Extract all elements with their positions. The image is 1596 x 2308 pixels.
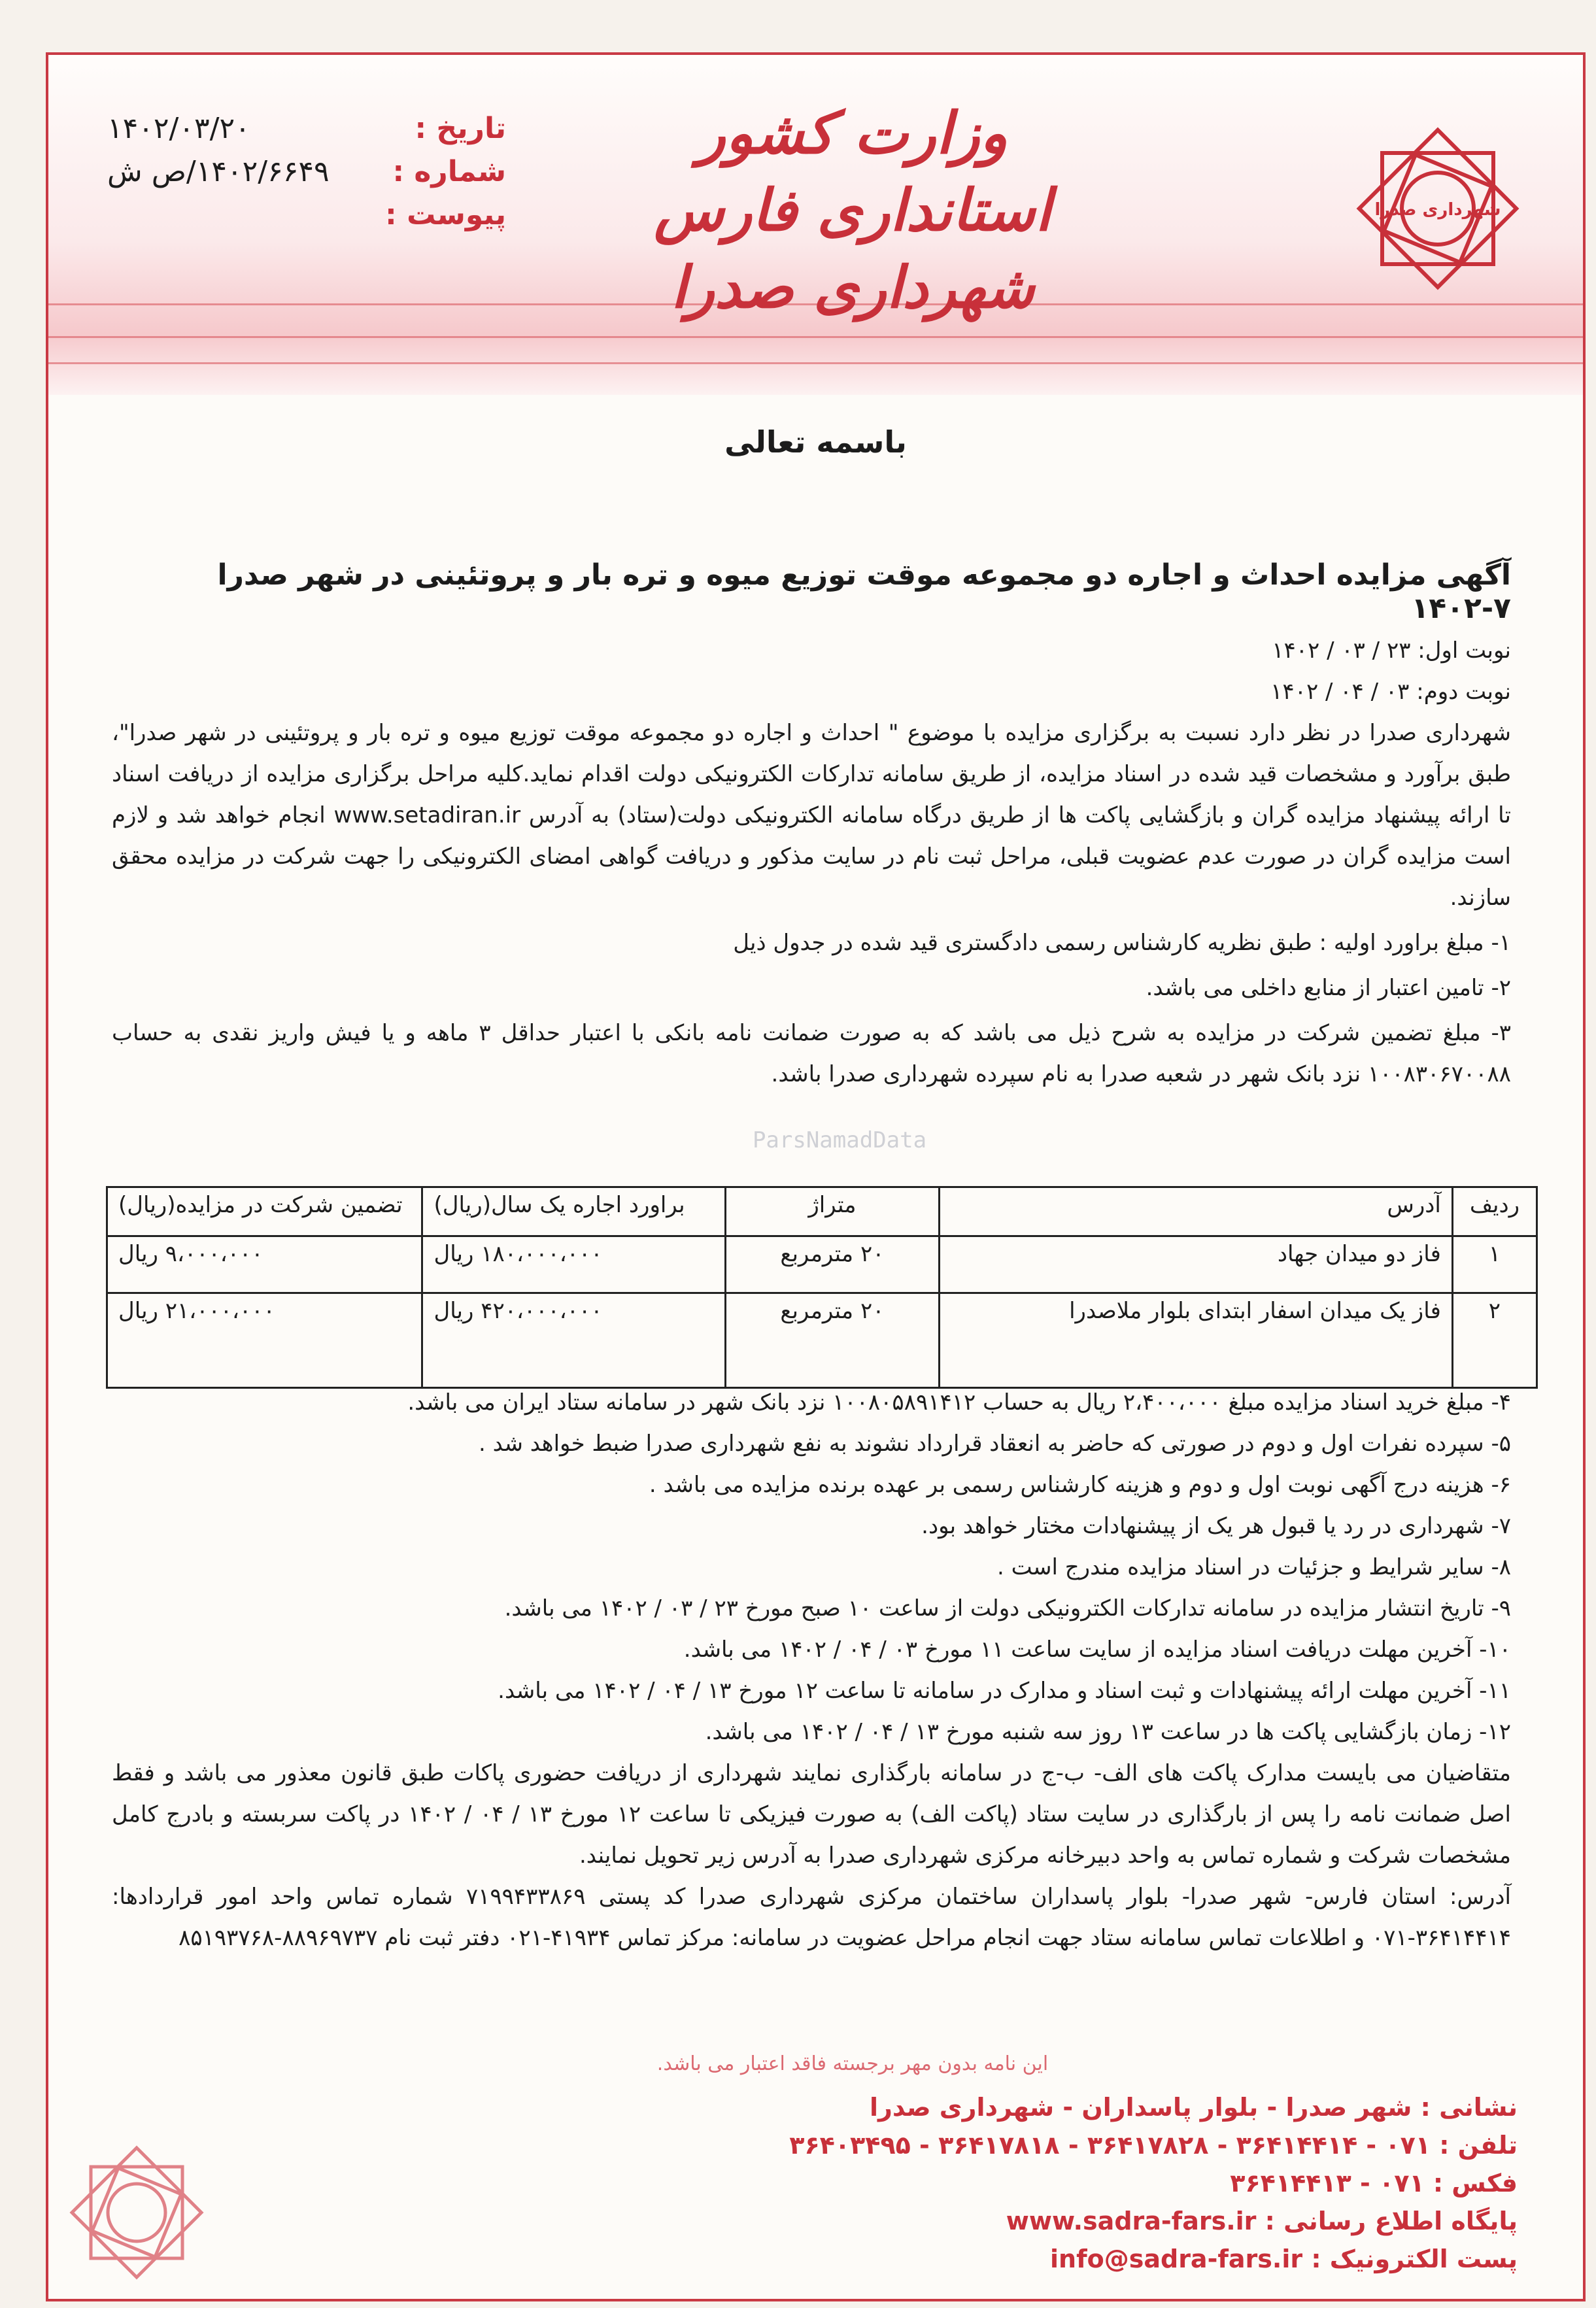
footer-logo-icon: [65, 2141, 209, 2284]
footer-phone: [602, 2126, 1518, 2164]
attachment-row: [107, 194, 506, 237]
footer-portal-label: پایگاه اطلاع رسانی :: [1265, 2207, 1518, 2235]
column-header: تضمین شرکت در مزایده(ریال): [107, 1187, 422, 1236]
number-label: شماره :: [392, 155, 506, 188]
table-cell: ۲۰ مترمربع: [726, 1236, 940, 1293]
list-item: ۸- سایر شرایط و جزئیات در اسناد مزایده مندرج است .: [996, 1554, 1511, 1580]
closing-paragraph: متقاضیان می بایست مدارک پاکت های الف- ب-ج در سامانه بارگذاری نمایند شهرداری از دریافت حضوری پاکات طبق قانون معذور می باشد و فقط اصل ضمانت نامه را پس از بارگذاری در سایت ستاد (پاکت الف) به صورت فیزیکی تا ساعت ۱۲ مورخ ۱۳ / ۰۴ / ۱۴۰۲ در پاکت سربسته و بادرج کامل مشخصات شرکت و شماره تماس به واحد دبیرخانه مرکزی شهرداری صدرا به آدرس زیر تحویل نمایند.: [112, 1760, 1511, 1869]
notice-first: نوبت اول: ۲۳ / ۰۳ / ۱۴۰۲: [1272, 637, 1511, 664]
footer-address-label: نشانی :: [1420, 2093, 1518, 2122]
table-cell: ۴۲۰،۰۰۰،۰۰۰ ریال: [422, 1293, 726, 1388]
number-value: ۱۴۰۲/۶۶۴۹/ص ش: [107, 155, 330, 188]
municipality-logo-icon: [1350, 120, 1526, 297]
footer-fax-value: ۰۷۱ - ۳۶۴۱۴۴۱۳: [1230, 2169, 1425, 2198]
column-header: ردیف: [1452, 1187, 1537, 1236]
header-line: [48, 336, 1583, 338]
table-cell: ۱۸۰،۰۰۰،۰۰۰ ریال: [422, 1236, 726, 1293]
date-value: ۱۴۰۲/۰۳/۲۰: [107, 112, 250, 145]
ministry-line: وزارت کشور: [698, 99, 1008, 167]
stamp-note: این نامه بدون مهر برجسته فاقد اعتبار می باشد.: [656, 2052, 1049, 2075]
list-item: ۲- تامین اعتبار از منابع داخلی می باشد.: [1146, 975, 1511, 1001]
ministry-line: شهرداری صدرا: [670, 253, 1035, 321]
column-header: آدرس: [939, 1187, 1452, 1236]
table-header-row: [107, 1187, 1537, 1236]
ministry-heading: [624, 94, 1081, 326]
list-item: ۱- مبلغ براورد اولیه : طبق نظریه کارشناس رسمی دادگستری قید شده در جدول ذیل: [733, 930, 1511, 956]
list-item: ۹- تاریخ انتشار مزایده در سامانه تدارکات الکترونیکی دولت از ساعت ۱۰ صبح مورخ ۲۳ / ۰۳ / ۱۴۰۲ می باشد.: [504, 1595, 1511, 1621]
list-item: ۵- سپرده نفرات اول و دوم در صورتی که حاضر به انعقاد قرارداد نشوند به نفع شهرداری صدرا ضبط خواهد شد .: [479, 1431, 1511, 1457]
logo-text: شهرداری صدرا: [1374, 200, 1501, 220]
table-cell: ۲۰ مترمربع: [726, 1293, 940, 1388]
letter-meta: [107, 107, 506, 237]
footer-address: [602, 2088, 1518, 2126]
list-item: ۳- مبلغ تضمین شرکت در مزایده به شرح ذیل می باشد که به صورت ضمانت نامه بانکی با اعتبار حداقل ۳ ماهه و یا فیش واریز نقدی به حساب ۱۰۰۸۳۰۶۷۰۰۸۸ نزد بانک شهر در شعبه صدرا به نام سپرده شهرداری صدرا باشد.: [112, 1020, 1512, 1087]
list-item: ۱۱- آخرین مهلت ارائه پیشنهادات و ثبت اسناد و مدارک در سامانه تا ساعت ۱۲ مورخ ۱۳ / ۰۴ / ۱۴۰۲ می باشد.: [498, 1678, 1511, 1704]
date-label: تاریخ :: [415, 112, 506, 145]
table-row: [107, 1236, 1537, 1293]
conditions-text: [112, 1382, 1511, 1959]
table-cell: ۱: [1452, 1236, 1537, 1293]
watermark: ParsNamadData: [752, 1127, 927, 1153]
footer-fax-label: فکس :: [1433, 2169, 1518, 2198]
page-title: آگهی مزایده احداث و اجاره دو مجموعه موقت توزیع میوه و تره بار و پروتئینی در شهر صدرا ۷-۱۴۰۲: [217, 558, 1511, 625]
list-item: ۶- هزینه درج آگهی نوبت اول و دوم و هزینه کارشناس رسمی بر عهده برنده مزایده می باشد .: [649, 1472, 1511, 1498]
list-item: ۷- شهرداری در رد یا قبول هر یک از پیشنهادات مختار خواهد بود.: [921, 1513, 1511, 1539]
table-cell: ۲: [1452, 1293, 1537, 1388]
footer-phone-label: تلفن :: [1439, 2131, 1518, 2160]
intro-paragraph: شهرداری صدرا در نظر دارد نسبت به برگزاری مزایده با موضوع " احداث و اجاره دو مجموعه موقت توزیع میوه و تره بار و پروتئینی در شهر صدرا"، طبق برآورد و مشخصات قید شده در اسناد مزایده، از طریق سامانه تدارکات الکترونیکی دولت اقدام نماید.کلیه مراحل برگزاری مزایده از دریافت اسناد تا ارائه پیشنهاد مزایده گران و بازگشایی پاکت ها از طریق درگاه سامانه الکترونیکی دولت(ستاد) به آدرس www.setadiran.ir انجام خواهد شد و لازم است مزایده گران در صورت عدم عضویت قبلی، مراحل ثبت نام در سایت مذکور و دریافت گواهی امضای الکترونیکی را جهت شرکت در مزایده محقق سازند.: [112, 720, 1512, 911]
list-item: ۴- مبلغ خرید اسناد مزایده مبلغ ۲،۴۰۰،۰۰۰ ریال به حساب ۱۰۰۸۰۵۸۹۱۴۱۲ نزد بانک شهر در سامانه ستاد ایران می باشد.: [407, 1389, 1511, 1416]
header-line: [48, 362, 1583, 364]
table-cell: فاز دو میدان جهاد: [939, 1236, 1452, 1293]
table-cell: ۲۱،۰۰۰،۰۰۰ ریال: [107, 1293, 422, 1388]
table-cell: ۹،۰۰۰،۰۰۰ ریال: [107, 1236, 422, 1293]
body-text: [112, 630, 1511, 1099]
footer-portal: [602, 2202, 1518, 2240]
basmala: باسمه تعالی: [724, 424, 907, 460]
portal-link[interactable]: www.sadra-fars.ir: [1006, 2207, 1257, 2235]
table-cell: فاز یک میدان اسفار ابتدای بلوار ملاصدرا: [939, 1293, 1452, 1388]
table-row: [107, 1293, 1537, 1388]
footer-email-label: پست الکترونیک :: [1311, 2245, 1518, 2273]
attachment-label: پیوست :: [385, 198, 506, 231]
letter-page: [46, 52, 1586, 2301]
footer-fax: [602, 2164, 1518, 2202]
number-row: [107, 150, 506, 194]
list-item: ۱۲- زمان بازگشایی پاکت ها در ساعت ۱۳ روز سه شنبه مورخ ۱۳ / ۰۴ / ۱۴۰۲ می باشد.: [705, 1719, 1511, 1745]
address-paragraph: آدرس: استان فارس- شهر صدرا- بلوار پاسداران ساختمان مرکزی شهرداری صدرا کد پستی ۷۱۹۹۴۳۳۸۶۹ شماره تماس واحد امور قراردادها: ۳۶۴۱۴۴۱۴-۰۷۱ و اطلاعات تماس سامانه ستاد جهت انجام مراحل عضویت در سامانه: مرکز تماس ۴۱۹۳۴-۰۲۱ دفتر ثبت نام ۸۸۹۶۹۷۳۷-۸۵۱۹۳۷۶۸: [112, 1884, 1511, 1951]
footer-email: [602, 2240, 1518, 2278]
bid-table: [106, 1186, 1538, 1389]
ministry-line: استانداری فارس: [654, 176, 1051, 244]
date-row: [107, 107, 506, 150]
letter-footer: [602, 2088, 1518, 2278]
list-item: ۱۰- آخرین مهلت دریافت اسناد مزایده از سایت ساعت ۱۱ مورخ ۰۳ / ۰۴ / ۱۴۰۲ می باشد.: [683, 1637, 1511, 1663]
footer-address-value: شهر صدرا - بلوار پاسداران - شهرداری صدرا: [869, 2093, 1412, 2122]
footer-phone-value: ۰۷۱ - ۳۶۴۱۴۴۱۴ - ۳۶۴۱۷۸۲۸ - ۳۶۴۱۷۸۱۸ - ۳۶۴۰۳۴۹۵: [789, 2131, 1431, 2160]
column-header: متراژ: [726, 1187, 940, 1236]
column-header: براورد اجاره یک سال(ریال): [422, 1187, 726, 1236]
notice-second: نوبت دوم: ۰۳ / ۰۴ / ۱۴۰۲: [1270, 679, 1511, 705]
email-link[interactable]: info@sadra-fars.ir: [1050, 2245, 1303, 2273]
